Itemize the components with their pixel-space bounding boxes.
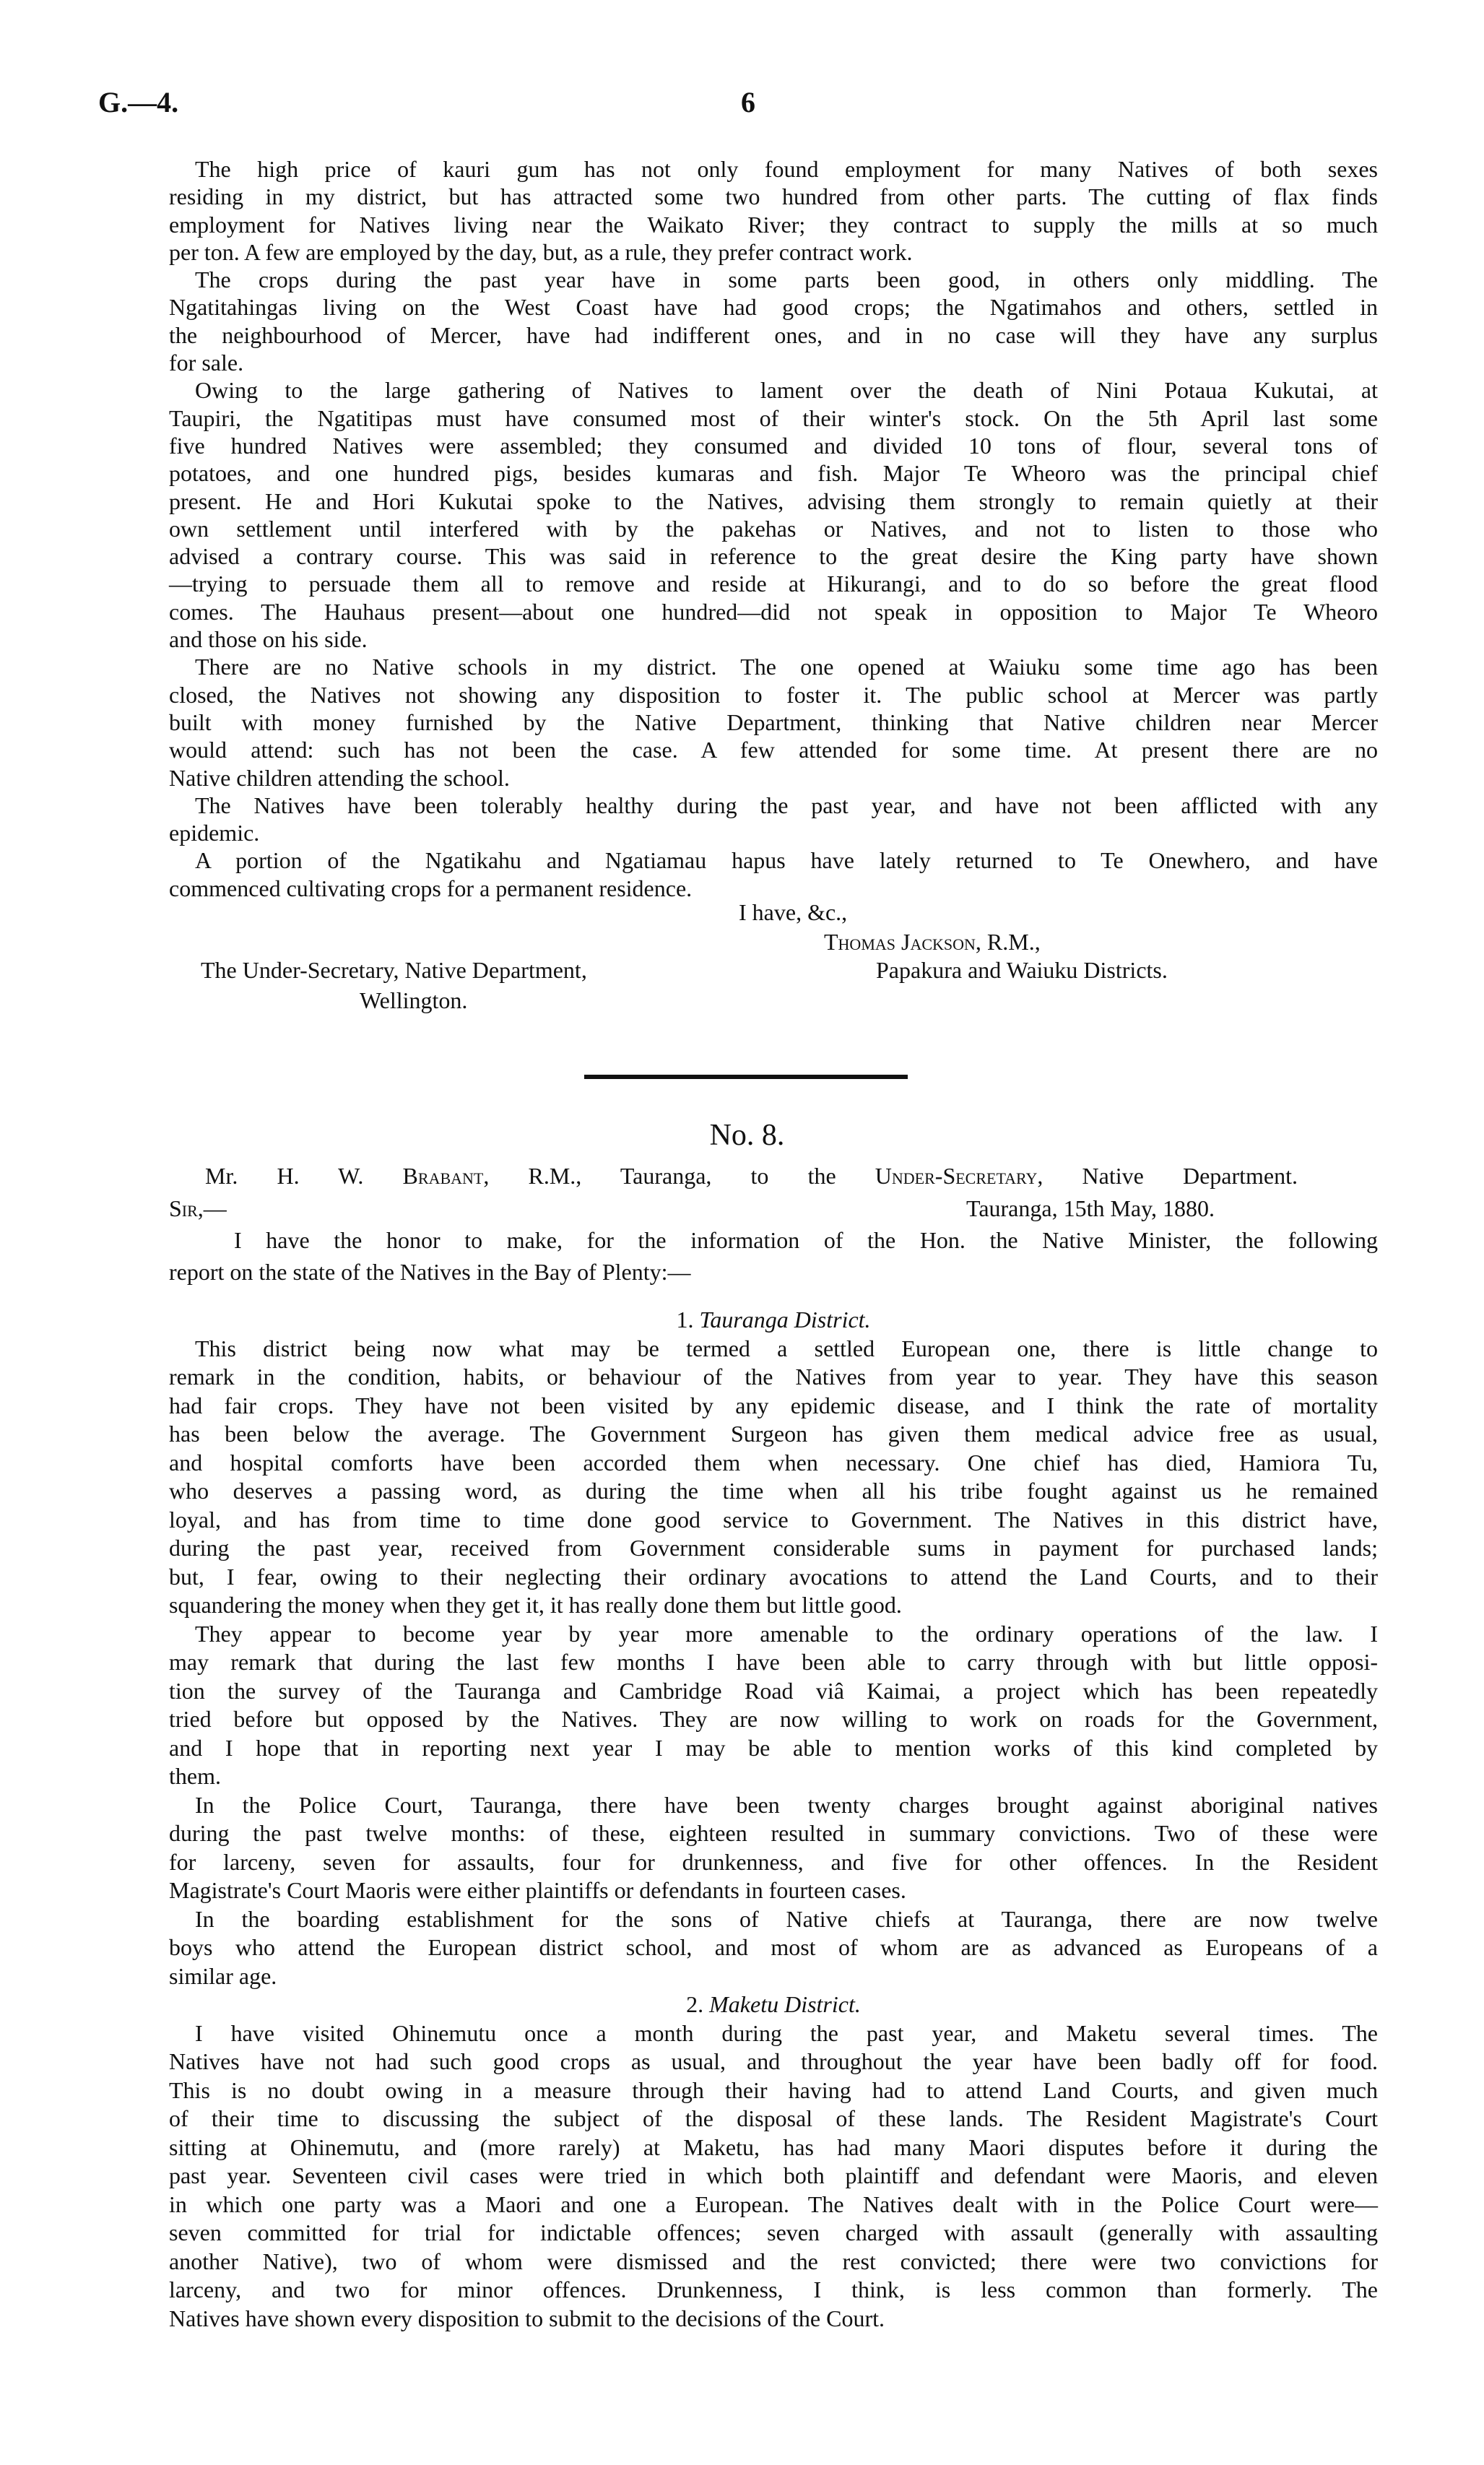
text-line: and hospital comforts have been accorded them when necessary. One chief has died, Hamiora Tu, [169,1449,1378,1476]
text-line: tried before but opposed by the Natives. They are now willing to work on roads for the Government, [169,1706,1378,1732]
text-line: This is no doubt owing in a measure through their having had to attend Land Courts, and given much [169,2076,1378,2103]
text-line: Natives have not had such good crops as usual, and throughout the year have been badly off for food. [169,2048,1378,2074]
text-line: remark in the condition, habits, or behaviour of the Natives from year to year. They have this season [169,1364,1378,1390]
text-line: Magistrate's Court Maoris were either plaintiffs or defendants in fourteen cases. [169,1877,906,1903]
paragraph [169,376,1378,653]
addressee-city: Wellington. [360,987,468,1013]
text-line: of their time to discussing the subject of the disposal of these lands. The Resident Magistrate's Court [169,2105,1378,2131]
document-code: G.—4. [98,86,179,118]
paragraph [169,2019,1378,2334]
text-line: Native children attending the school. [169,764,510,791]
text-line: during the past year, received from Government considerable sums in payment for purchased lands; [169,1535,1378,1561]
text-line: tion the survey of the Tauranga and Cambridge Road viâ Kaimai, a project which has been repeatedly [169,1677,1378,1704]
text-line: I have the honor to make, for the information of the Hon. the Native Minister, the following [234,1227,1378,1253]
section-number: 2. [686,1991,704,2017]
text-line: I have visited Ohinemutu once a month during the past year, and Maketu several times. The [195,2019,1378,2046]
text-line: similar age. [169,1962,277,1989]
letter-number: No. 8. [709,1119,785,1152]
text-line: They appear to become year by year more amenable to the ordinary operations of the law. I [195,1620,1378,1647]
text-line: present. He and Hori Kukutai spoke to the Natives, advising them strongly to remain quietly at their [169,488,1378,514]
signatory-suffix: , R.M., [975,929,1041,955]
text-line: who deserves a passing word, as during the time when all his tribe fought against us he remained [169,1478,1378,1504]
paragraph [169,653,1378,791]
paragraph [169,846,1378,902]
text-line: boys who attend the European district school, and most of whom are as advanced as Europeans of a [169,1934,1378,1960]
text-line: past year. Seventeen civil cases were tried in which both plaintiff and defendant were Maoris, and eleven [169,2162,1378,2188]
text-line: residing in my district, but has attracted some two hundred from other parts. The cutting of flax finds [169,183,1378,210]
text-line: The crops during the past year have in some parts been good, in others only middling. The [195,267,1378,293]
from-name: Brabant [402,1163,484,1189]
section-heading [169,1990,1378,2019]
paragraph [169,155,1378,266]
text-line: and those on his side. [169,626,368,653]
text-line: report on the state of the Natives in the Bay of Plenty:— [169,1259,691,1285]
text-line: but, I fear, owing to their neglecting their ordinary avocations to attend the Land Courts, and to their [169,1563,1378,1590]
text-line: The Natives have been tolerably healthy during the past year, and have not been afflicted with any [195,792,1378,818]
letter-brabant-body [169,1306,1378,2333]
paragraph [169,1335,1378,1620]
text-line: In the boarding establishment for the sons of Native chiefs at Tauranga, there are now twelve [195,1905,1378,1932]
paragraph [169,1791,1378,1905]
text-line: loyal, and has from time to time done good service to Government. The Natives in this district have, [169,1506,1378,1533]
text-line: comes. The Hauhaus present—about one hundred—did not speak in opposition to Major Te Wheoro [169,598,1378,625]
paragraph [169,1224,1378,1288]
salutation: Sir,— [169,1195,227,1221]
recipient: Under-Secretary [875,1163,1038,1189]
text-line: Ngatitahingas living on the West Coast have had good crops; the Ngatimahos and others, settled in [169,294,1378,321]
letter-jackson-body [169,155,1378,902]
section-heading [169,1306,1378,1335]
text-line: would attend: such has not been the case. A few attended for some time. At present there are no [169,737,1378,763]
text-line: seven committed for trial for indictable offences; seven charged with assault (generally with assaulting [169,2219,1378,2245]
text-line: employment for Natives living near the Waikato River; they contract to supply the mills at so much [169,211,1378,238]
text-line: Taupiri, the Ngatitipas must have consumed most of their winter's stock. On the 5th April last some [169,404,1378,431]
letter-date: Tauranga, 15th May, 1880. [966,1195,1215,1221]
text-line: commenced cultivating crops for a permanent residence. [169,875,693,901]
text-line: In the Police Court, Tauranga, there have been twenty charges brought against aboriginal natives [195,1791,1378,1818]
text-line: them. [169,1763,221,1789]
from-middle: , R.M., Tauranga, to the [483,1163,875,1189]
text-line: A portion of the Ngatikahu and Ngatiamau hapus have lately returned to Te Onewhero, and have [195,847,1378,874]
text-line: during the past twelve months: of these, eighteen resulted in summary convictions. Two of these were [169,1820,1378,1846]
closing: I have, &c., [739,899,848,925]
paragraph [169,1620,1378,1791]
text-line: may remark that during the last few months I have been able to carry through with but little opposi- [169,1649,1378,1675]
page-number: 6 [741,86,755,118]
section-title: Tauranga District. [699,1307,871,1333]
text-line: potatoes, and one hundred pigs, besides kumaras and fish. Major Te Wheoro was the principal chief [169,460,1378,487]
text-line: advised a contrary course. This was said in reference to the great desire the King party have shown [169,543,1378,570]
text-line: own settlement until interfered with by the pakehas or Natives, and not to listen to those who [169,515,1378,542]
text-line: the neighbourhood of Mercer, have had indifferent ones, and in no case will they have any surplus [169,321,1378,348]
paragraph [169,792,1378,847]
signatory-district: Papakura and Waiuku Districts. [876,957,1168,983]
from-prefix: Mr. H. W. [205,1163,403,1189]
text-line: Natives have shown every disposition to submit to the decisions of the Court. [169,2305,885,2331]
section-divider-rule [584,1075,908,1079]
text-line: epidemic. [169,820,260,846]
text-line: Owing to the large gathering of Natives to lament over the death of Nini Potaua Kukutai, at [195,377,1378,404]
text-line: The high price of kauri gum has not only found employment for many Natives of both sexes [195,156,1378,182]
text-line: sitting at Ohinemutu, and (more rarely) at Maketu, has had many Maori disputes before it during the [169,2133,1378,2160]
text-line: in which one party was a Maori and one a European. The Natives dealt with in the Police Court were— [169,2191,1378,2217]
text-line: —trying to persuade them all to remove and reside at Hikurangi, and to do so before the great flood [169,571,1378,597]
text-line: built with money furnished by the Native Department, thinking that Native children near Mercer [169,709,1378,735]
paragraph [169,1905,1378,1991]
signatory-name: Thomas Jackson [824,929,976,955]
text-line: and I hope that in reporting next year I may be able to mention works of this kind completed by [169,1734,1378,1761]
text-line: for larceny, seven for assaults, four for drunkenness, and five for other offences. In the Resident [169,1848,1378,1875]
text-line: five hundred Natives were assembled; they consumed and divided 10 tons of flour, several tons of [169,432,1378,459]
text-line: This district being now what may be termed a settled European one, there is little change to [195,1335,1378,1361]
text-line: had fair crops. They have not been visited by any epidemic disease, and I think the rate of mortality [169,1392,1378,1418]
signature [824,929,1041,956]
text-line: per ton. A few are employed by the day, but, as a rule, they prefer contract work. [169,238,913,265]
text-line: another Native), two of whom were dismissed and the rest convicted; there were two convictions for [169,2248,1378,2274]
section-title: Maketu District. [709,1991,861,2017]
text-line: There are no Native schools in my district. The one opened at Waiuku some time ago has been [195,654,1378,680]
text-line: larceny, and two for minor offences. Drunkenness, I think, is less common than formerly. The [169,2276,1378,2302]
text-line: has been below the average. The Government Surgeon has given them medical advice free as usual, [169,1421,1378,1447]
addressee: The Under-Secretary, Native Department, [201,957,587,983]
letter-intro [169,1224,1378,1288]
text-line: closed, the Natives not showing any disposition to foster it. The public school at Mercer was partly [169,681,1378,708]
from-suffix: , Native Department. [1037,1163,1298,1189]
letter-from-line [205,1163,1298,1190]
section-number: 1. [676,1307,694,1333]
text-line: for sale. [169,350,244,376]
text-line: squandering the money when they get it, it has really done them but little good. [169,1592,902,1618]
paragraph [169,266,1378,376]
